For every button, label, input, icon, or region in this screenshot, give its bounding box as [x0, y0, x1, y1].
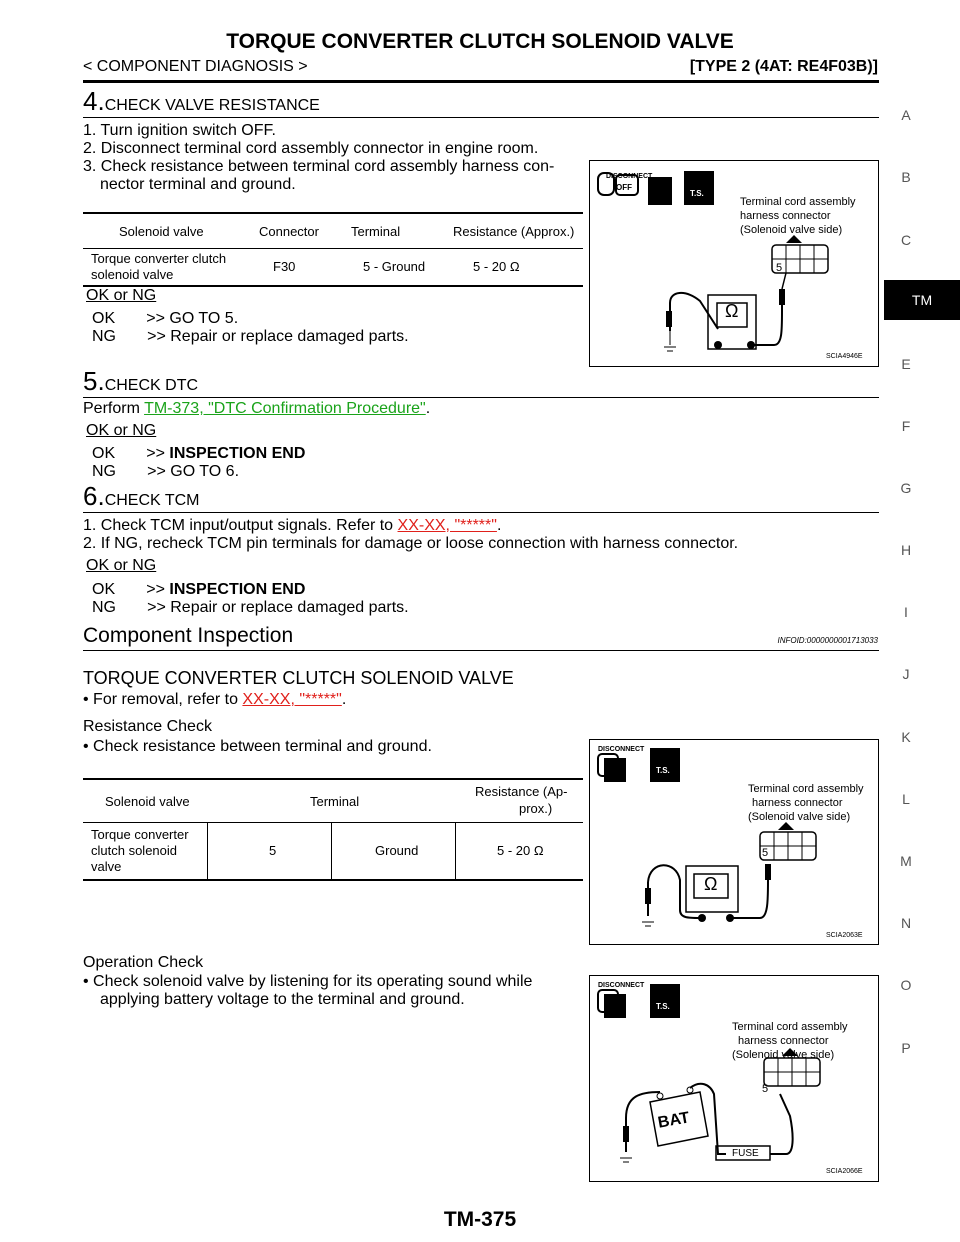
figure-code: SCIA4946E	[826, 353, 863, 360]
figure-scia2066e	[589, 975, 879, 1182]
component-table	[83, 778, 583, 881]
side-tab-m[interactable]: M	[900, 853, 912, 869]
tcm-signals-link[interactable]: XX-XX, "*****"	[397, 517, 497, 534]
step-title: CHECK VALVE RESISTANCE	[104, 97, 320, 114]
step-4-item-1: 1. Turn ignition switch OFF.	[83, 122, 276, 139]
diagram-resistance-check	[590, 161, 878, 366]
ohm-symbol: Ω	[725, 301, 739, 321]
side-tab-g[interactable]: G	[900, 480, 912, 496]
fig1-label-1: Terminal cord assembly	[740, 196, 856, 208]
side-tab-c[interactable]: C	[900, 232, 912, 248]
period: .	[341, 691, 347, 708]
step-6-heading	[83, 481, 200, 512]
step-divider	[83, 512, 879, 513]
disconnect-label: DISCONNECT	[606, 173, 653, 180]
ok-ng-label: OK or NG	[86, 287, 157, 304]
side-tab-n[interactable]: N	[900, 915, 912, 931]
item1-text: 1. Check TCM input/output signals. Refer to	[83, 517, 398, 534]
step-4-item-2: 2. Disconnect terminal cord assembly connector in engine room.	[83, 140, 539, 157]
off-label: OFF	[616, 183, 632, 192]
subsection-title: TORQUE CONVERTER CLUTCH SOLENOID VALVE	[83, 668, 514, 688]
side-tab-f[interactable]: F	[901, 418, 911, 434]
fig3-label-3: (Solenoid valve side)	[732, 1049, 835, 1061]
breadcrumb: < COMPONENT DIAGNOSIS >	[83, 58, 308, 75]
step-number: 5.	[83, 366, 105, 396]
ok-ng-label: OK or NG	[86, 422, 157, 439]
step-4-table	[83, 212, 583, 287]
step-divider	[83, 397, 879, 398]
td-resistance: 5 - 20 Ω	[497, 843, 544, 858]
ng-result: NG >> GO TO 6.	[92, 463, 240, 480]
removal-ref	[83, 691, 346, 709]
page-title: TORQUE CONVERTER CLUTCH SOLENOID VALVE	[226, 30, 734, 53]
inspection-end: INSPECTION END	[169, 581, 306, 598]
removal-link[interactable]: XX-XX, "*****"	[242, 691, 342, 708]
side-tab-i[interactable]: I	[904, 604, 908, 620]
col-divider	[455, 823, 456, 879]
fig3-pin: 5	[762, 1083, 769, 1095]
ok-prefix: OK >>	[92, 445, 170, 462]
header-divider	[83, 80, 879, 83]
fig3-label-1: Terminal cord assembly	[732, 1021, 848, 1033]
step-number: 6.	[83, 481, 105, 511]
ok-prefix: OK >>	[92, 581, 170, 598]
period: .	[496, 517, 502, 534]
th-terminal: Terminal	[351, 224, 401, 239]
ts-label: T.S.	[656, 1002, 670, 1011]
side-tab-e[interactable]: E	[901, 356, 911, 372]
step-title: CHECK TCM	[104, 492, 200, 509]
step-4-item-3-cont: nector terminal and ground.	[100, 176, 296, 193]
td-terminal: 5 - Ground	[363, 259, 426, 274]
side-tab-l[interactable]: L	[902, 791, 910, 807]
td-valve-line1: Torque converter clutch	[91, 251, 227, 266]
td-valve-2: clutch solenoid	[91, 843, 177, 858]
ok-result	[92, 581, 305, 599]
inspection-end: INSPECTION END	[169, 445, 306, 462]
component-inspection-title: Component Inspection	[83, 624, 294, 647]
th-solenoid-valve: Solenoid valve	[119, 224, 204, 239]
step-divider	[83, 117, 879, 118]
figure-code: SCIA2063E	[826, 932, 863, 939]
side-tab-j[interactable]: J	[902, 666, 910, 682]
removal-text: • For removal, refer to	[83, 691, 243, 708]
fig1-pin: 5	[776, 262, 783, 274]
figure-code: SCIA2066E	[826, 1168, 863, 1175]
th-terminal: Terminal	[310, 794, 360, 809]
step-4-item-3: 3. Check resistance between terminal cord assembly harness con-	[83, 158, 555, 175]
td-valve-3: valve	[91, 859, 122, 874]
page-number: TM-375	[443, 1208, 517, 1231]
diagram-resistance-check	[590, 740, 878, 944]
step-6-item-2: 2. If NG, recheck TCM pin terminals for damage or loose connection with harness connector.	[83, 535, 739, 552]
battery-label: BAT	[656, 1109, 691, 1132]
fig2-label-2: harness connector	[752, 797, 843, 809]
period: .	[425, 400, 431, 417]
step-title: CHECK DTC	[104, 377, 199, 394]
operation-check-line1: • Check solenoid valve by listening for its operating sound while	[83, 973, 533, 990]
td-terminal-2: Ground	[375, 843, 419, 858]
step-number: 4.	[83, 86, 105, 116]
operation-check-line2: applying battery voltage to the terminal and ground.	[100, 991, 465, 1008]
side-tab-h[interactable]: H	[900, 542, 912, 558]
info-id: INFOID:0000000001713033	[777, 636, 878, 645]
figure-scia4946e	[589, 160, 879, 367]
col-divider	[331, 823, 332, 879]
type-label: [TYPE 2 (4AT: RE4F03B)]	[689, 58, 878, 75]
col-divider	[207, 823, 208, 879]
perform-text: Perform	[83, 400, 145, 417]
side-tab-p[interactable]: P	[901, 1040, 911, 1056]
dtc-procedure-link[interactable]: TM-373, "DTC Confirmation Procedure"	[144, 400, 426, 417]
section-divider	[83, 650, 879, 651]
fig3-label-2: harness connector	[738, 1035, 829, 1047]
step-5-heading	[83, 366, 198, 397]
figure-scia2063e	[589, 739, 879, 945]
fig2-label-1: Terminal cord assembly	[748, 783, 864, 795]
step-5-perform	[83, 400, 430, 418]
resistance-check-label: Resistance Check	[83, 718, 212, 735]
fig1-label-2: harness connector	[740, 210, 831, 222]
operation-check-label: Operation Check	[83, 954, 204, 971]
td-connector: F30	[273, 259, 296, 274]
td-valve-line2: solenoid valve	[91, 267, 174, 282]
ok-result	[92, 445, 305, 463]
ng-result: NG >> Repair or replace damaged parts.	[92, 328, 409, 345]
step-6-item-1	[83, 517, 501, 535]
td-valve-1: Torque converter	[91, 827, 189, 842]
ohm-symbol: Ω	[704, 874, 718, 894]
ok-ng-label: OK or NG	[86, 557, 157, 574]
fuse-label: FUSE	[732, 1148, 759, 1159]
disconnect-label: DISCONNECT	[598, 746, 645, 753]
th-resistance-1: Resistance (Ap-	[475, 784, 568, 799]
th-resistance-2: prox.)	[519, 801, 553, 816]
fig1-label-3: (Solenoid valve side)	[740, 224, 843, 236]
side-tab-k[interactable]: K	[901, 729, 911, 745]
ts-label: T.S.	[656, 766, 670, 775]
td-terminal-1: 5	[269, 843, 277, 858]
fig2-label-3: (Solenoid valve side)	[748, 811, 851, 823]
ok-result: OK >> GO TO 5.	[92, 310, 239, 327]
resistance-check-item: • Check resistance between terminal and ground.	[83, 738, 432, 755]
th-connector: Connector	[259, 224, 319, 239]
side-tab-tm[interactable]: TM	[884, 280, 960, 320]
step-4-heading	[83, 86, 320, 117]
side-tab-a[interactable]: A	[901, 107, 911, 123]
disconnect-label: DISCONNECT	[598, 982, 645, 989]
td-resistance: 5 - 20 Ω	[473, 259, 520, 274]
th-resistance: Resistance (Approx.)	[453, 224, 575, 239]
side-tab-o[interactable]: O	[900, 977, 912, 993]
ng-result: NG >> Repair or replace damaged parts.	[92, 599, 409, 616]
ts-label: T.S.	[690, 189, 704, 198]
side-tab-index	[884, 0, 960, 1242]
th-solenoid-valve: Solenoid valve	[105, 794, 190, 809]
side-tab-b[interactable]: B	[901, 169, 911, 185]
fig2-pin: 5	[762, 847, 769, 859]
